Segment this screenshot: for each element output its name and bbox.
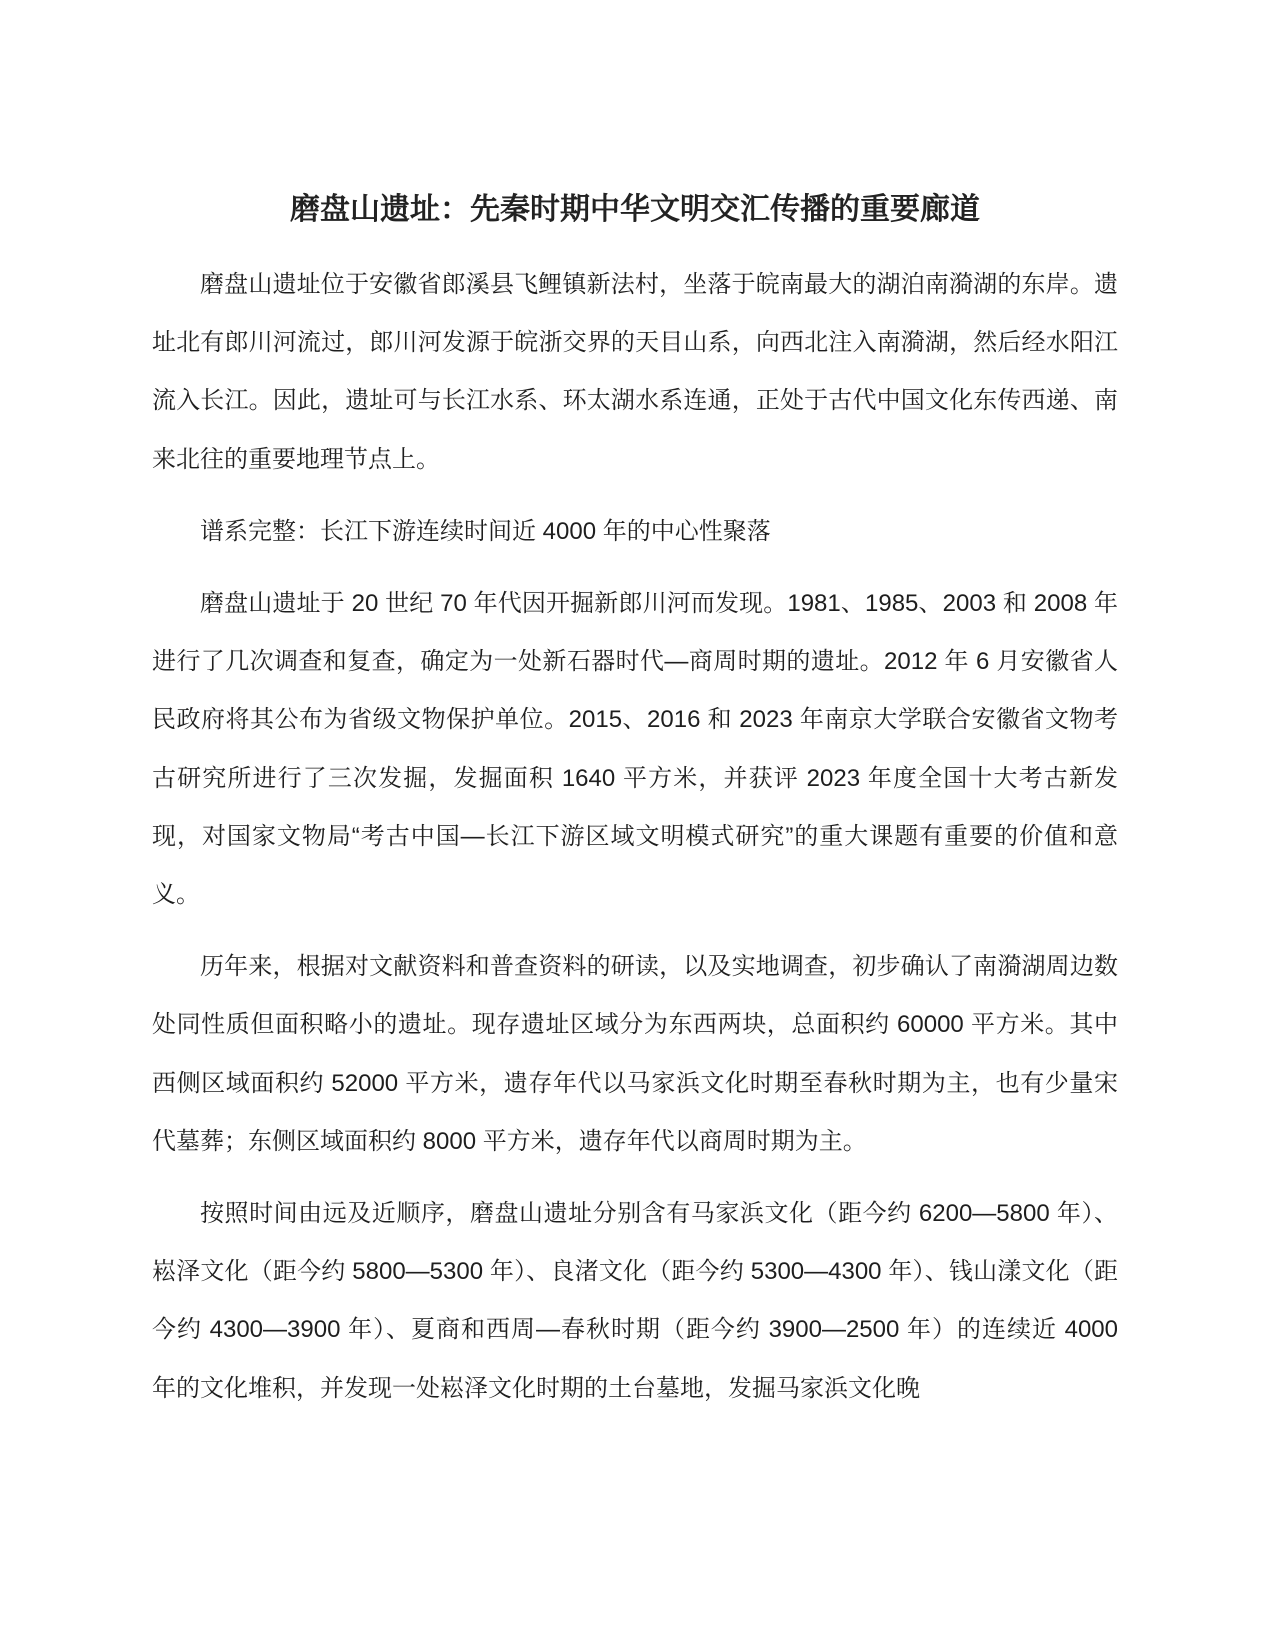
paragraph-chronology: 按照时间由远及近顺序，磨盘山遗址分别含有马家浜文化（距今约 6200—5800 年）、崧泽文化（距今约 5800—5300 年）、良渚文化（距今约 5300—4300 年）、钱山漾文化（距今约 4300—3900 年）、夏商和西周—春秋时期（距今约 3900—2500 年）的连续近 4000 年的文化堆积，并发现一处崧泽文化时期的土台墓地，发掘马家浜文化晚 <box>152 1200 1118 1402</box>
paragraph-discovery: 磨盘山遗址于 20 世纪 70 年代因开掘新郎川河而发现。1981、1985、2003 和 2008 年进行了几次调查和复查，确定为一处新石器时代—商周时期的遗址。2012 年 6 月安徽省人民政府将其公布为省级文物保护单位。2015、2016 和 2023 年南京大学联合安徽省文物考古研究所进行了三次发掘，发掘面积 1640 平方米，并获评 2023 年度全国十大考古新发现，对国家文物局“考古中国—长江下游区域文明模式研究”的重大课题有重要的价值和意义。 <box>152 590 1118 909</box>
paragraph-area: 历年来，根据对文献资料和普查资料的研读，以及实地调查，初步确认了南漪湖周边数处同性质但面积略小的遗址。现存遗址区域分为东西两块，总面积约 60000 平方米。其中西侧区域面积约 52000 平方米，遗存年代以马家浜文化时期至春秋时期为主，也有少量宋代墓葬；东侧区域面积约 8000 平方米，遗存年代以商周时期为主。 <box>152 953 1118 1155</box>
document-title: 磨盘山遗址：先秦时期中华文明交汇传播的重要廊道 <box>290 193 980 226</box>
document-page <box>152 180 1118 1418</box>
section-heading: 谱系完整：长江下游连续时间近 4000 年的中心性聚落 <box>200 517 771 545</box>
paragraph-location: 磨盘山遗址位于安徽省郎溪县飞鲤镇新法村，坐落于皖南最大的湖泊南漪湖的东岸。遗址北有郎川河流过，郎川河发源于皖浙交界的天目山系，向西北注入南漪湖，然后经水阳江流入长江。因此，遗址可与长江水系、环太湖水系连通，正处于古代中国文化东传西递、南来北往的重要地理节点上。 <box>152 271 1118 473</box>
